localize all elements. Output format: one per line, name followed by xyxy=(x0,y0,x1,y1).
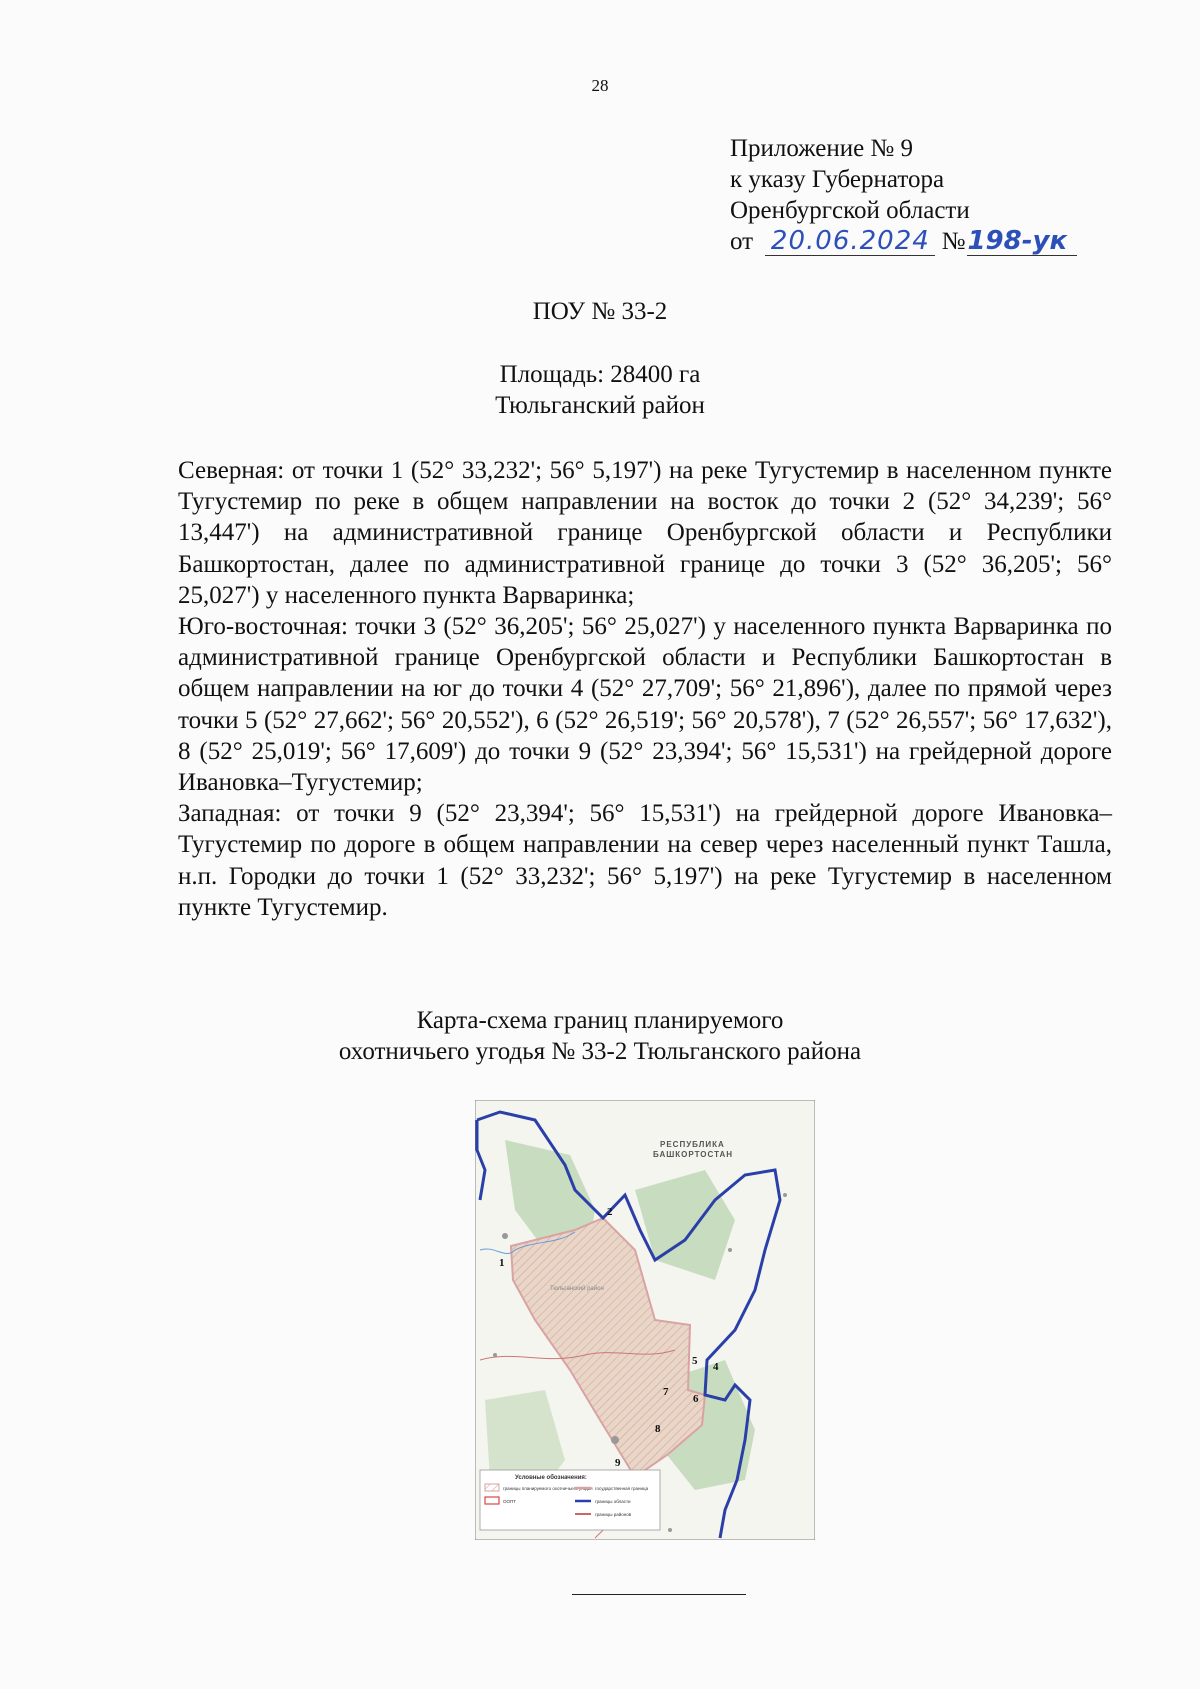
north-boundary: Северная: от точки 1 (52° 33,232'; 56° 5,197') на реке Тугустемир в населенном пункте Тугустемир по реке в общем направлении на восток до точки 2 (52° 34,239'; 56° 13,447') на административной границе Оренбургской области и Республики Башкортостан, далее по административной границе до точки 3 (52° 36,205'; 56° 25,027') у населенного пункта Варваринка; xyxy=(178,457,1112,609)
point-label-2: 2 xyxy=(607,1206,613,1218)
annex-date-line xyxy=(730,226,1077,257)
area-line: Площадь: 28400 га xyxy=(499,361,701,388)
region-label: БАШКОРТОСТАН xyxy=(653,1150,734,1159)
annex-decree: к указу Губернатора xyxy=(730,166,945,193)
page-number: 28 xyxy=(591,76,609,95)
district-label: Тюльганский район xyxy=(550,1286,604,1292)
point-label-9: 9 xyxy=(615,1457,621,1469)
point-label-8: 8 xyxy=(655,1423,661,1435)
handwritten-number: 198-ук xyxy=(967,227,1077,256)
region-label: РЕСПУБЛИКА xyxy=(660,1140,725,1149)
legend-item: границы районов xyxy=(595,1512,632,1517)
document-heading: ПОУ № 33-2 xyxy=(532,298,668,325)
settlement-dot xyxy=(502,1233,508,1239)
point-label-5: 5 xyxy=(692,1355,698,1367)
west-boundary: Западная: от точки 9 (52° 23,394'; 56° 15,531') на грейдерной дороге Ивановка–Тугустемир по дороге в общем направлении на север через населенный пункт Ташла, н.п. Городки до точки 1 (52° 33,232'; 56° 5,197') на реке Тугустемир в населенном пункте Тугустемир. xyxy=(178,800,1112,921)
legend-item: границы планируемого охотничьего угодья xyxy=(503,1486,593,1491)
number-sign: № xyxy=(941,228,966,255)
point-label-4: 4 xyxy=(713,1361,719,1373)
settlement-dot xyxy=(783,1193,787,1197)
settlement-dot xyxy=(668,1528,672,1532)
point-label-7: 7 xyxy=(663,1386,669,1398)
annex-header xyxy=(730,133,1077,257)
date-prefix: от xyxy=(730,228,754,255)
boundary-description xyxy=(178,455,1112,923)
district-line: Тюльганский район xyxy=(495,392,705,419)
point-label-6: 6 xyxy=(693,1393,699,1405)
closing-rule xyxy=(572,1594,746,1595)
annex-title: Приложение № 9 xyxy=(730,135,914,162)
settlement-dot xyxy=(611,1436,619,1444)
settlement-dot xyxy=(493,1353,497,1357)
legend-item: ООПТ xyxy=(503,1499,516,1504)
annex-region: Оренбургской области xyxy=(730,197,970,224)
map-caption-line-2: охотничьего угодья № 33-2 Тюльганского района xyxy=(338,1038,862,1065)
legend-item: государственная граница xyxy=(595,1486,649,1491)
handwritten-date: 20.06.2024 xyxy=(765,227,935,256)
legend-title: Условные обозначения: xyxy=(515,1475,587,1481)
legend-item: границы области xyxy=(595,1499,631,1504)
point-label-1: 1 xyxy=(499,1257,505,1269)
map-caption-line-1: Карта-схема границ планируемого xyxy=(416,1007,784,1034)
southeast-boundary: Юго-восточная: точки 3 (52° 36,205'; 56° 25,027') у населенного пункта Варваринка по административной границе Оренбургской области и Республики Башкортостан в общем направлении на юг до точки 4 (52° 27,709'; 56° 21,896'), далее по прямой через точки 5 (52° 27,662'; 56° 20,552'), 6 (52° 26,519'; 56° 20,578'), 7 (52° 26,557'; 56° 17,632'), 8 (52° 25,019'; 56° 17,609') до точки 9 (52° 23,394'; 56° 15,531') на грейдерной дороге Ивановка–Тугустемир; xyxy=(178,613,1112,797)
boundary-map xyxy=(475,1100,815,1540)
settlement-dot xyxy=(728,1248,732,1252)
